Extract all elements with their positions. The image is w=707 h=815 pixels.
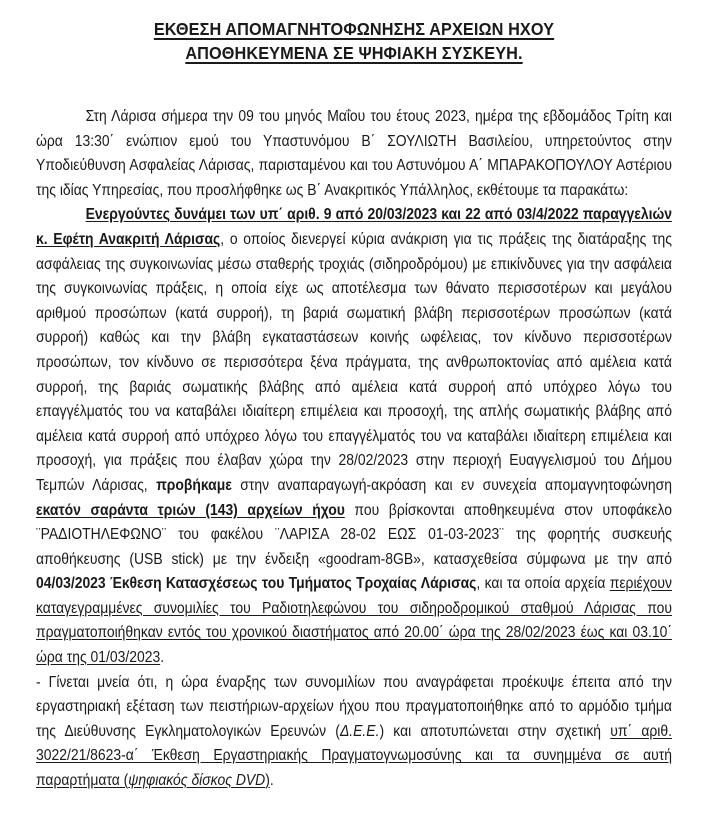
title-line-1: ΕΚΘΕΣΗ ΑΠΟΜΑΓΝΗΤΟΦΩΝΗΣΗΣ ΑΡΧΕΙΩΝ ΗΧΟΥ (153, 19, 555, 39)
note-paragraph (36, 671, 672, 794)
expert-report-reference: υπ΄ αριθ. 3022/21/8623-α΄ Έκθεση Εργαστηριακής Πραγματογνωμοσύνης και τα συνημμένα σε αυτή παραρτήματα ( (36, 722, 672, 790)
recording-time-range: περιέχουν καταγεγραμμένες συνομιλίες του Ραδιοτηλεφώνου του σιδηροδρομικού σταθμού Λάρισας που πραγματοποιήθηκαν εντός του χρονικού διαστήματος από 20.00΄ ώρα της 28/02/2023 έως και 03.10΄ ώρα της 01/03/2023 (36, 575, 672, 667)
closing-paren: ) (265, 772, 270, 790)
note-text-2: ) και αποτυπώνεται στην σχετική (379, 722, 611, 740)
main-paragraph (36, 203, 672, 670)
orders-reference: Ενεργούντες δυνάμει των υπ΄ αριθ. 9 από 20/03/2023 και 22 από 03/4/2022 παραγγελιών κ. Εφέτη Ανακριτή Λάρισας (36, 206, 672, 248)
document-page (36, 0, 672, 794)
note-text-5: . (269, 772, 274, 790)
note-text-1: - Γίνεται μνεία ότι, η ώρα έναρξης των συνομιλίων που αναγράφεται προέκυψε έπειτα από την εργαστηριακή εξέταση των πειστήριων-αρχείων ήχου που πραγματοποιήθηκε από το αρμόδιο τμήμα της Διεύθυνσης Εγκληματολογικών Ερευνών ( (36, 673, 672, 740)
seizure-report-reference: 04/03/2023 Έκθεση Κατασχέσεως του Τμήματος Τροχαίας Λάρισας (36, 575, 477, 593)
audio-file-count: εκατόν σαράντα τριών (143) αρχείων ήχου (36, 501, 345, 519)
action-verb: προβήκαμε (156, 476, 232, 494)
main-text-4: , και τα οποία αρχεία (476, 575, 610, 593)
document-title (58, 17, 649, 65)
dvd-attachment: ψηφιακός δίσκος DVD (128, 772, 266, 790)
document-body (36, 105, 672, 794)
main-text-1: , ο οποίος διενεργεί κύρια ανάκριση για τις πράξεις της διατάραξης της ασφάλειας της συγκοινωνίας μέσω σταθερής τροχιάς (σιδηροδρόμου) με επικίνδυνες για την ασφάλεια της συγκοινωνίας πράξεις, η οποία είχε ως αποτέλεσμα των θάνατο περισσοτέρων και μεγάλου αριθμού προσώπων (κατά συρροή), τη βαριά σωματική βλάβη περισσοτέρων προσώπων (κατά συρροή) καθώς και την βλάβη εγκαταστάσεων κοινής ωφέλειας, τον κίνδυνο περισσοτέρων προσώπων, τον κίνδυνο σε περισσότερα ξένα πράγματα, της ανθρωποκτονίας από αμέλεια κατά συρροή, της βαριάς σωματικής βλάβης από αμέλεια κατά συρροή από υπόχρεο λόγω του επαγγέλματός του να καταβάλει ιδιαίτερη επιμέλεια και προσοχή, της απλής σωματικής βλάβης από αμέλεια κατά συρροή από υπόχρεο λόγω του επαγγέλματός του να καταβάλει ιδιαίτερη επιμέλεια και προσοχή, για πράξεις που έλαβαν χώρα την 28/02/2023 στην περιοχή Ευαγγελισμού του Δήμου Τεμπών Λάρισας, (36, 230, 672, 494)
intro-paragraph: Στη Λάρισα σήμερα την 09 του μηνός Μαΐου του έτους 2023, ημέρα της εβδομάδος Τρίτη και ώρα 13:30΄ ενώπιον εμού του Υπαστυνόμου Β΄ ΣΟΥΛΙΩΤΗ Βασιλείου, υπηρετούντος στην Υποδιεύθυνση Ασφαλείας Λάρισας, παρισταμένου και του Αστυνόμου Α΄ ΜΠΑΡΑΚΟΠΟΥΛΟΥ Αστέριου της ιδίας Υπηρεσίας, που προσλήφθηκε ως Β΄ Ανακριτικός Υπάλληλος, εκθέτουμε τα παρακάτω: (36, 108, 672, 199)
title-line-2: ΑΠΟΘΗΚΕΥΜΕΝΑ ΣΕ ΨΗΦΙΑΚΗ ΣΥΣΚΕΥΗ. (185, 43, 523, 63)
main-text-3: που βρίσκονται αποθηκευμένα στον υποφάκελο ¨ΡΑΔΙΟΤΗΛΕΦΩΝΟ¨ του φακέλου ¨ΛΑΡΙΣΑ 28-02 ΕΩΣ 01-03-2023¨ της φορητής συσκευής αποθήκευσης (USB stick) με την ένδειξη «goodram-8GB», κατασχεθείσα σύμφωνα με την από (36, 501, 672, 568)
main-text-2: στην αναπαραγωγή-ακρόαση και εν συνεχεία απομαγνητοφώνηση (231, 476, 672, 494)
main-text-5: . (160, 649, 165, 667)
dee-abbreviation: Δ.Ε.Ε. (339, 722, 380, 740)
